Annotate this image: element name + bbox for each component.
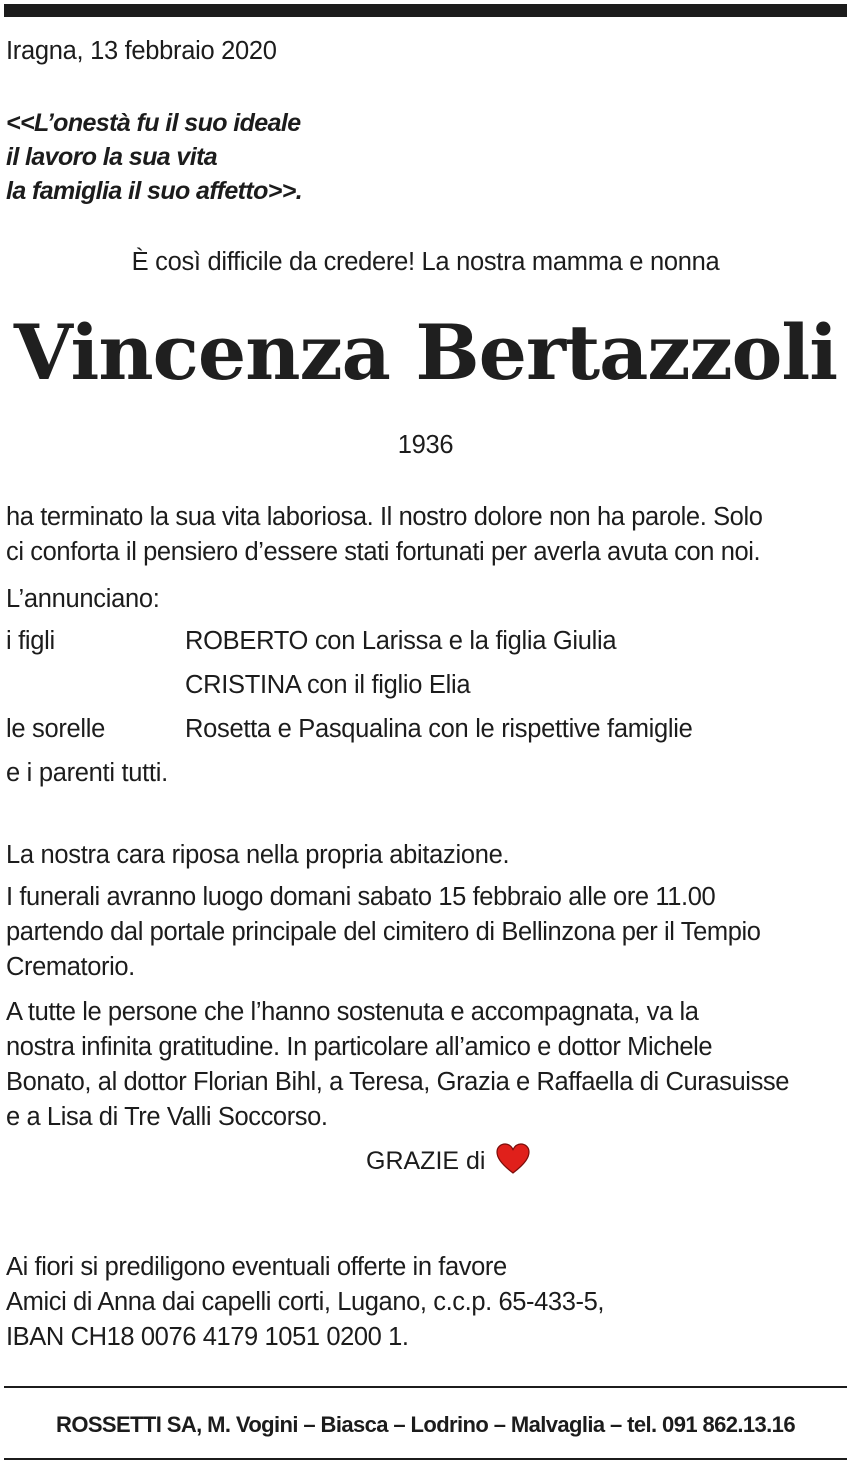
funeral-line-3: Crematorio.: [6, 953, 135, 981]
birth-year: 1936: [397, 431, 454, 459]
funeral-paragraph: [6, 880, 846, 985]
announcer-value: Rosetta e Pasqualina con le rispettive famiglie: [185, 715, 693, 743]
top-rule: [4, 4, 847, 17]
thanks-line-2: nostra infinita gratitudine. In particolare all’amico e dottor Michele: [6, 1033, 713, 1061]
quote-line-1: <<L’onestà fu il suo ideale: [6, 109, 301, 137]
body-paragraph: [6, 500, 846, 570]
body-line-2: ci conforta il pensiero d’essere stati fortunati per averla avuta con noi.: [6, 538, 761, 566]
announcer-value: ROBERTO con Larissa e la figlia Giulia: [185, 627, 617, 655]
announcers-heading: L’annunciano:: [6, 585, 160, 613]
deceased-name: Vincenza Bertazzoli: [13, 308, 838, 397]
donation-paragraph: [6, 1250, 846, 1355]
place-date: Iragna, 13 febbraio 2020: [6, 37, 277, 65]
donation-line-2: Amici di Anna dai capelli corti, Lugano, c.c.p. 65-433-5,: [6, 1288, 605, 1316]
thanks-line-4: e a Lisa di Tre Valli Soccorso.: [6, 1103, 328, 1131]
announcer-label: le sorelle: [6, 715, 106, 743]
funeral-home-footer: ROSSETTI SA, M. Vogini – Biasca – Lodrino – Malvaglia – tel. 091 862.13.16: [56, 1412, 795, 1437]
donation-line-3: IBAN CH18 0076 4179 1051 0200 1.: [6, 1323, 409, 1351]
grazie-line: [366, 1143, 530, 1178]
announcer-label: i figli: [6, 627, 55, 655]
quote-line-3: la famiglia il suo affetto>>.: [6, 177, 303, 205]
footer-top-rule: [4, 1386, 847, 1388]
footer-bottom-rule: [4, 1458, 847, 1460]
resting-place-text: La nostra cara riposa nella propria abitazione.: [6, 841, 510, 869]
grazie-text: GRAZIE di: [366, 1147, 486, 1175]
announcer-value: CRISTINA con il figlio Elia: [185, 671, 471, 699]
thanks-line-1: A tutte le persone che l’hanno sostenuta e accompagnata, va la: [6, 998, 699, 1026]
announcer-label: e i parenti tutti.: [6, 759, 168, 787]
body-line-1: ha terminato la sua vita laboriosa. Il nostro dolore non ha parole. Solo: [6, 503, 763, 531]
funeral-line-1: I funerali avranno luogo domani sabato 15 febbraio alle ore 11.00: [6, 883, 716, 911]
thanks-paragraph: [6, 995, 846, 1135]
heart-icon: [496, 1143, 530, 1175]
funeral-line-2: partendo dal portale principale del cimitero di Bellinzona per il Tempio: [6, 918, 761, 946]
epitaph-quote: [6, 106, 302, 208]
intro-text: È così difficile da credere! La nostra mamma e nonna: [131, 248, 720, 276]
donation-line-1: Ai fiori si prediligono eventuali offerte in favore: [6, 1253, 507, 1281]
quote-line-2: il lavoro la sua vita: [6, 143, 218, 171]
thanks-line-3: Bonato, al dottor Florian Bihl, a Teresa, Grazia e Raffaella di Curasuisse: [6, 1068, 790, 1096]
